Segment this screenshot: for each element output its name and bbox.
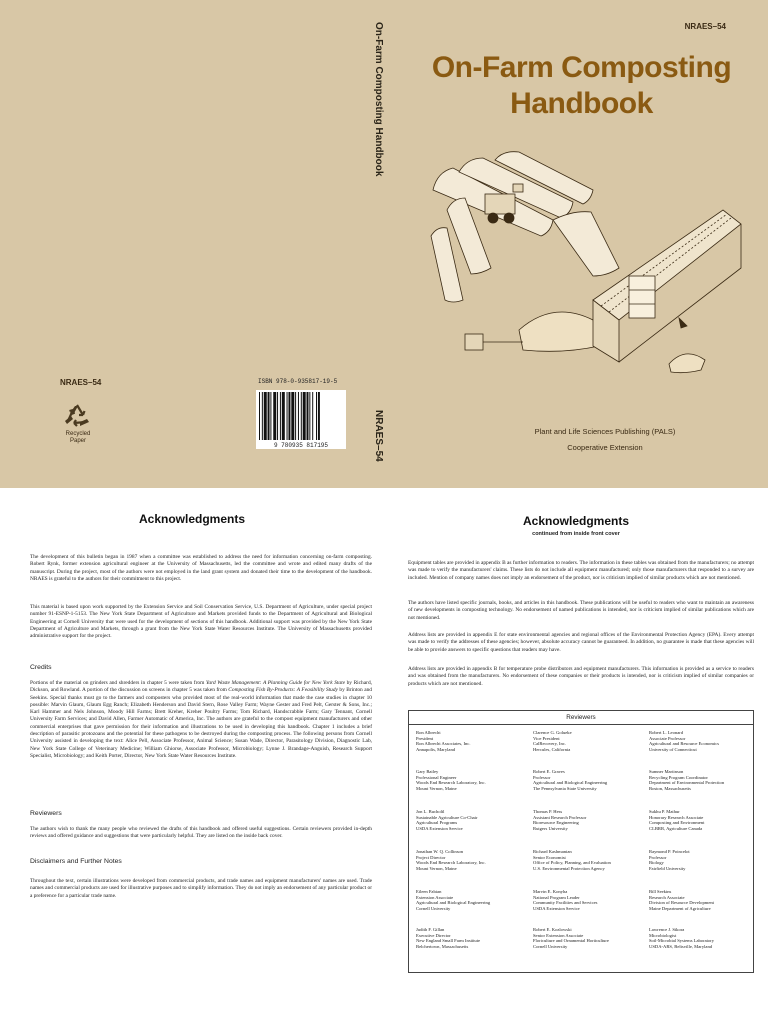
reviewer-name: Jon L. Bucholtl <box>416 809 445 814</box>
barcode-bar <box>307 392 309 440</box>
reviewer-name: Gary Bailey <box>416 769 439 774</box>
reviewer-name: Bill Seekins <box>649 889 672 894</box>
barcode-bar <box>318 392 320 440</box>
disclaimers-paragraph: Throughout the text, certain illustrations were developed from commercial products, and trade names and equipment manufacturers' names are used. Trade names and commercial products are used for illustrative purposes and to simplify information. They do not imply an endorsement of any particular product or a preference for a particular trade name. <box>30 878 372 899</box>
book-cover <box>0 0 768 488</box>
reviewer-detail: Agricultural and Biological Engineering <box>533 780 608 786</box>
reviewer-detail: Vice President <box>533 735 560 741</box>
reviewer-detail: Agricultural Programs <box>416 820 458 826</box>
recycled-label-line1: Recycled <box>65 431 91 437</box>
reviewer-name: Sumner Martinson <box>649 769 684 774</box>
reviewer-name: Raymond P. Poincelot <box>649 849 690 854</box>
static-pile <box>519 312 599 351</box>
credits-heading: Credits <box>30 664 52 671</box>
barcode-bar <box>273 392 276 440</box>
barcode-bar <box>280 392 281 440</box>
reviewer-name: Clarence G. Golueke <box>533 730 572 735</box>
reviewer-entry <box>533 889 645 912</box>
front-cover-code: NRAES–54 <box>684 22 726 31</box>
reviewer-entry <box>416 809 528 832</box>
barcode-bar <box>298 392 299 440</box>
address-paragraph-1: Address lists are provided in appendix E for state environmental agencies and regional offices of the Environmental Protection Agency (EPA). Every attempt was made to verify the addresses of these agencies; however, absolute accuracy cannot be guaranteed. In addition, no guarantee is made that these agencies will be able to provide answers to specific questions that readers may have. <box>408 632 754 653</box>
barcode-bar <box>291 392 294 440</box>
reviewer-name: Lawrence J. Sikora <box>649 927 685 932</box>
reviewer-detail: Senior Economist <box>533 854 566 860</box>
reviewer-detail: Composting and Environment <box>649 820 705 826</box>
ack-paragraph-2: This material is based upon work supported by the Extension Service and Soil Conservation Service, U.S. Department of Agriculture, under special project number 91-ESNP-1-5153. The New York State Department of Agriculture and Markets provided funds to the Department of Agricultural and Biological Engineering at Cornell University that were used for the development of sections of this handbook. Additional support was provided by the New York State Department of Agriculture and Markets, through a grant from the New York State Water Resources Institute. The University of Massachusetts provided administrative support for the project. <box>30 604 372 640</box>
bay-agitator <box>629 276 655 318</box>
reviewer-detail: Division of Resource Development <box>649 900 714 906</box>
book-title <box>395 50 768 122</box>
spine-code: NRAES–54 <box>373 410 384 462</box>
disclaimers-heading: Disclaimers and Further Notes <box>30 858 122 865</box>
reviewer-detail: Microbiologist <box>649 932 677 938</box>
reviewer-detail: Professor <box>649 854 667 860</box>
reviewer-name: Sukhu P. Mathur <box>649 809 680 814</box>
windrow-turner <box>485 194 515 214</box>
right-inside-page <box>384 488 768 1024</box>
reviewer-detail: Professor <box>533 774 551 780</box>
reviewer-name: Marvin E. Konyha <box>533 889 568 894</box>
reviewer-detail: Recycling Program Coordinator <box>649 774 708 780</box>
reviewer-detail: University of Connecticut <box>649 747 697 753</box>
reviewer-detail: The Pennsylvania State University <box>533 786 597 792</box>
publications-paragraph: The authors have listed specific journals, books, and articles in this handbook. These publications will be useful to readers who want to maintain an awareness of new developments in composting technology. No endorsement of named publications is intended, nor is criticism implied of similar publications which are not mentioned. <box>408 600 754 621</box>
barcode-block <box>250 378 352 454</box>
reviewer-entry <box>533 809 645 832</box>
reviewer-name: Robert E. Graves <box>533 769 565 774</box>
publisher-block <box>485 424 725 456</box>
reviewer-name: Ron Albrecht <box>416 730 441 735</box>
credits-paragraph <box>30 680 372 760</box>
reviewer-detail: USDA Extension Service <box>533 906 580 912</box>
reviewer-entry <box>416 769 528 792</box>
back-cover-code: NRAES–54 <box>60 378 102 387</box>
continued-note: continued from inside front cover <box>532 531 620 537</box>
reviewer-entry <box>416 927 528 950</box>
reviewer-detail: National Program Leader <box>533 894 580 900</box>
book-title-line1: On-Farm Composting <box>431 51 732 84</box>
barcode-bar <box>301 392 302 440</box>
reviewer-detail: Extension Associate <box>416 894 454 900</box>
reviewers-box <box>408 710 754 973</box>
reviewer-detail: Hercules, California <box>533 747 571 753</box>
reviewer-detail: Boston, Massachusetts <box>649 786 691 792</box>
credits-text-b: by Richard, Dickson, and Rowland. A portion of the discussion on screens in chapter 5 was taken from <box>30 680 372 694</box>
reviewer-detail: Belchertown, Massachusetts <box>416 944 469 950</box>
credits-text-c: by Brinton and Seekins. Special thanks must go to the farmers and composters who provided most of the real-world information that made the case studies in chapter 10 possible: Marvin Glaum, Glaum Egg Ranch; Elizabeth Henderson and David Stern, Rose Valley Farm; Wayne Gester and Fred Pelt, Gerster & Sons, Inc.; Karl Hammer and Nels Johnson, Moody Hill Farms; Brett Kreher, Kreher Poultry Farms; Tom Richard, Handscrabble Farm; Gary Tennant, Cornell University Farm Services; and David Allen, Farmer Automatic of America, Inc. The authors are grateful to the compost equipment manufacturers and other commercial enterprises that gave permission for their information and illustrations to be used in developing this handbook. Chapter 1 includes a brief description of parasitic protozoans and the potential for these pathogens to be destroyed during the composting process. The following persons from Cornell University assisted in developing the text: Alice Pell, Associate Professor, Animal Science; Susan Wade, Director, Parasitology Division, Diagnostic Lab, New York State College of Veterinary Medicine; William Ghiorse, Associate Professor, Microbiology; Lynne J. Brandage-Anguish, Research Support Specialist, Microbiology; and Keith Porter, Director, New York State Water Resources Institute. <box>30 687 372 759</box>
reviewer-entry <box>533 769 645 792</box>
reviewer-entry <box>649 809 761 832</box>
reviewer-detail: President <box>416 735 434 741</box>
spine-title: On-Farm Composting Handbook <box>373 22 384 177</box>
reviewer-detail: Assistant Research Professor <box>533 814 587 820</box>
reviewer-detail: New England Small Farm Institute <box>416 938 481 944</box>
recycle-icon <box>62 402 92 430</box>
left-inside-page <box>0 488 384 1024</box>
reviewer-entry <box>649 889 761 912</box>
reviewer-entry <box>416 849 528 872</box>
publisher-subname: Cooperative Extension <box>567 443 643 452</box>
reviewer-detail: Mount Vernon, Maine <box>416 786 457 792</box>
reviewer-detail: Annapolis, Maryland <box>416 747 456 753</box>
barcode-bar <box>316 392 317 440</box>
barcode-bar <box>309 392 310 440</box>
credits-text-a: Portions of the material on grinders and shredders in chapter 5 were taken from <box>30 680 206 686</box>
reviewer-entry <box>533 730 645 753</box>
reviewer-detail: Agricultural and Resource Economics <box>649 741 720 747</box>
barcode-bar <box>277 392 278 440</box>
windrow-pile <box>553 212 619 276</box>
reviewer-entry <box>649 730 761 753</box>
reviewer-detail: Soil-Microbial Systems Laboratory <box>649 938 715 944</box>
reviewer-name: Judith F. Gillan <box>416 927 445 932</box>
reviewer-name: Jonathan W. Q. Collinson <box>416 849 464 854</box>
reviewer-name: Robert L. Leonard <box>649 730 684 735</box>
reviewer-detail: Cornell University <box>416 906 451 912</box>
reviewers-box-title: Reviewers <box>409 711 753 725</box>
isbn-text: ISBN 978-0-935817-19-5 <box>258 378 338 385</box>
acknowledgments-heading-continued: Acknowledgments <box>522 514 630 528</box>
barcode-bar <box>287 392 288 440</box>
reviewer-detail: Department of Environmental Protection <box>649 780 725 786</box>
reviewer-detail: Fairfield University <box>649 866 686 872</box>
reviewer-detail: Professional Engineer <box>416 774 457 780</box>
reviewers-heading: Reviewers <box>30 810 62 817</box>
reviewer-entry <box>649 849 761 872</box>
equipment-paragraph: Equipment tables are provided in appendix B as further information to readers. The information in these tables was obtained from the manufacturers; no attempt was made to verify the manufacturers' claims. These lists do not include all equipment manufactured; only those manufacturers that responded to a survey are included. Mention of company names does not imply an endorsement of the product, nor is criticism implied of similar products which are not mentioned. <box>408 560 754 581</box>
credits-title-2: Composting Fish By-Products: A Feasibility Study <box>228 687 338 694</box>
reviewer-detail: U.S. Environmental Protection Agency <box>533 866 605 872</box>
recycled-label-line2: Paper <box>69 438 86 444</box>
reviewer-detail: Maine Department of Agriculture <box>649 906 711 912</box>
reviewer-detail: Senior Extension Associate <box>533 932 584 938</box>
front-cover <box>395 0 768 488</box>
reviewer-detail: Research Associate <box>649 894 685 900</box>
barcode-digits: 9 780935 817195 <box>256 442 346 449</box>
barcode-bar <box>262 392 263 440</box>
barcode-bar <box>268 392 270 440</box>
composting-illustration <box>423 150 743 390</box>
address-paragraph-2: Address lists are provided in appendix B for temperature probe distributors and equipment manufacturers. This information is provided as a service to readers and was obtained from the manufacturers. No endorsement of these companies or their products is intended, nor is criticism implied of similar companies or products which are not mentioned. <box>408 666 754 687</box>
reviewer-detail: Office of Policy, Planning, and Evaluation <box>533 860 611 866</box>
reviewer-entry <box>533 927 645 950</box>
reviewer-entry <box>533 849 645 872</box>
credits-title-1: Yard Waste Management: A Planning Guide for New York State <box>205 680 345 686</box>
barcode-icon <box>256 390 346 442</box>
barcode-bar <box>259 392 260 440</box>
reviewer-entry <box>416 730 528 753</box>
reviewer-detail: CLBRR, Agriculture Canada <box>649 826 703 832</box>
barcode-bar <box>303 392 306 440</box>
reviewer-detail: USDA-ARS, Beltsville, Maryland <box>649 944 713 950</box>
reviewer-entry <box>649 769 761 792</box>
reviewer-detail: Sustainable Agriculture Co-Chair <box>416 814 478 820</box>
recycled-paper-label <box>58 431 98 445</box>
ack-paragraph-1: The development of this bulletin began in 1987 when a committee was established to address the need for information concerning on-farm composting. Robert Rynk, former extension agricultural engineer at the University of Massachusetts, led the committee and wrote and edited many drafts of the manuscript. During the project, most of the authors were not employed in the land grant system and donated their time to the development of the handbook. NRAES is grateful to the authors for their commitment to this project. <box>30 554 372 582</box>
back-cover <box>0 0 365 488</box>
reviewer-detail: CalRecovery, Inc. <box>533 741 566 747</box>
reviewer-name: Eileen Fabian <box>416 889 442 894</box>
barcode-bar <box>264 392 267 440</box>
reviewer-detail: Community Facilities and Services <box>533 900 598 906</box>
barcode-bar <box>295 392 296 440</box>
reviewer-detail: Woods End Research Laboratory, Inc. <box>416 780 486 786</box>
reviewer-detail: Biology <box>649 860 664 866</box>
reviewer-detail: Floriculture and Ornamental Horticulture <box>533 938 609 944</box>
reviewer-detail: Woods End Research Laboratory, Inc. <box>416 860 486 866</box>
book-title-line2: Handbook <box>510 87 653 120</box>
reviewer-detail: Rutgers University <box>533 826 568 832</box>
publisher-name: Plant and Life Sciences Publishing (PALS) <box>534 427 676 436</box>
barcode-bar <box>270 392 271 440</box>
reviewer-detail: Cornell University <box>533 944 568 950</box>
barcode-bar <box>282 392 285 440</box>
book-spine <box>365 0 395 488</box>
reviewer-detail: Ron Albrecht Associates, Inc. <box>416 741 471 747</box>
reviewer-detail: Mount Vernon, Maine <box>416 866 457 872</box>
reviewer-detail: Bioresource Engineering <box>533 820 579 826</box>
reviewer-detail: Executive Director <box>416 932 451 938</box>
acknowledgments-heading: Acknowledgments <box>138 512 246 526</box>
reviewer-detail: Honorary Research Associate <box>649 814 704 820</box>
reviewer-name: Thomas P. Hess <box>533 809 563 814</box>
reviewer-detail: USDA Extension Service <box>416 826 463 832</box>
reviewers-paragraph: The authors wish to thank the many people who reviewed the drafts of this handbook and offered useful suggestions. Certain reviewers provided in-depth reviews and offered guidance and suggestions that were particularly helpful. They are listed on the inside back cover. <box>30 826 372 840</box>
output-pile <box>669 354 705 373</box>
reviewer-name: Richard Kashmanian <box>533 849 572 854</box>
barcode-bar <box>288 392 290 440</box>
barcode-bar <box>312 392 313 440</box>
reviewer-detail: Project Director <box>416 854 446 860</box>
reviewer-detail: Agricultural and Biological Engineering <box>416 900 491 906</box>
reviewer-entry <box>416 889 528 912</box>
reviewer-entry <box>649 927 761 950</box>
reviewer-name: Robert E. Kozlowski <box>533 927 572 932</box>
reviewer-detail: Associate Professor <box>649 735 686 741</box>
